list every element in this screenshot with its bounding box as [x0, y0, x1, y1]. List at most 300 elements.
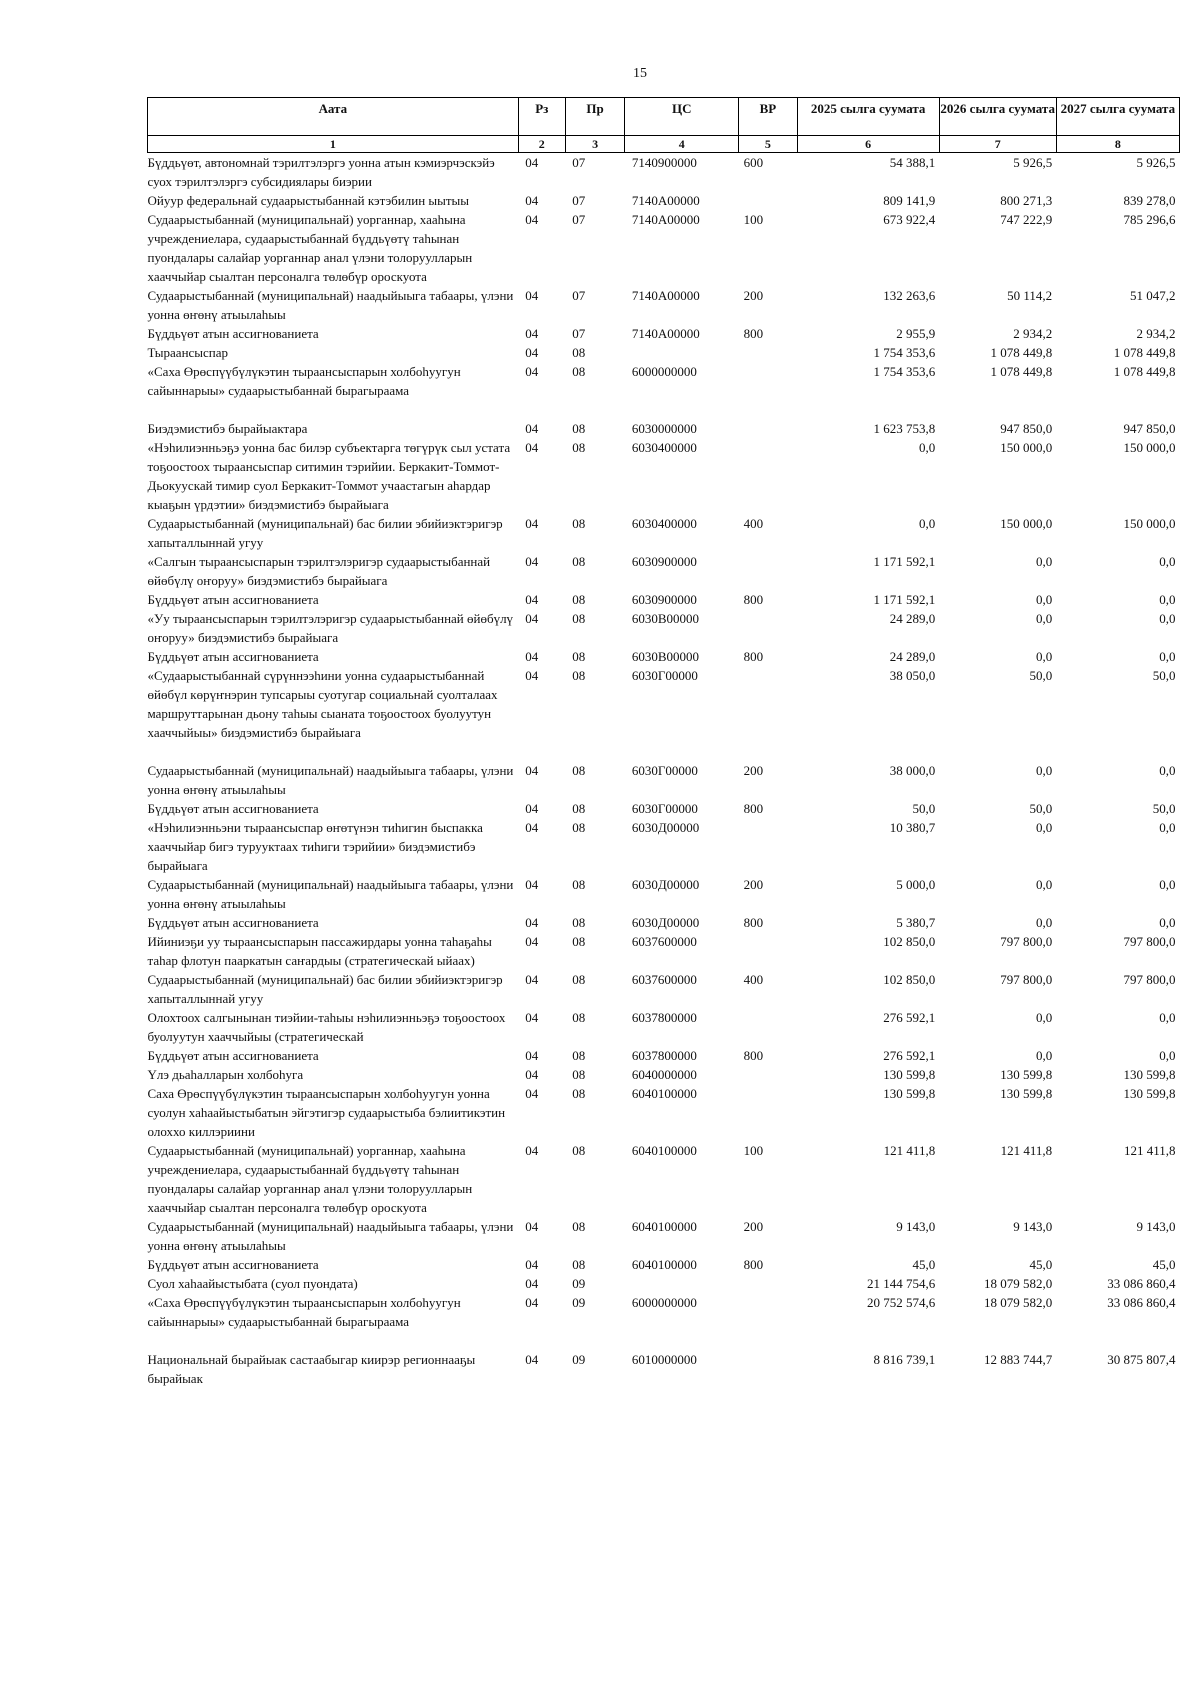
- table-row: [148, 438, 1180, 514]
- header-rz: Рз: [518, 98, 565, 136]
- table-row: [148, 324, 1180, 343]
- row-vr: [739, 1293, 797, 1350]
- row-2025: 21 144 754,6: [866, 1276, 936, 1291]
- row-2025: 50,0: [912, 801, 936, 816]
- row-pr: 08: [572, 1067, 586, 1082]
- row-name: Бүддьүөт атын ассигнованиета: [147, 649, 319, 664]
- row-cs: 7140А00000: [631, 326, 700, 341]
- row-pr: 08: [572, 421, 586, 436]
- header-row: [148, 98, 1180, 136]
- row-rz: 04: [525, 155, 539, 170]
- row-cs: 6040100000: [631, 1143, 697, 1158]
- row-2025: 1 623 753,8: [873, 421, 936, 436]
- row-vr: 400: [743, 972, 764, 987]
- row-name: «Судаарыстыбаннай сүрүннээһини уонна судаарыстыбаннай өйөбүл көрүҥнэрин тупсарыы суотугар социальнай суолталаах маршруттарынан дьону таһыы сыаната тоҕоостоох буолуутун хааччыйыы» биэдэмистибэ бырайыага: [147, 668, 498, 740]
- row-vr: 800: [743, 1048, 764, 1063]
- row-vr: 400: [743, 516, 764, 531]
- row-2026: 121 411,8: [1000, 1143, 1053, 1158]
- row-cs: 6040100000: [631, 1086, 697, 1101]
- row-pr: 07: [572, 288, 586, 303]
- row-2025: 276 592,1: [883, 1010, 936, 1025]
- row-2026: 50,0: [1029, 801, 1053, 816]
- row-name: Судаарыстыбаннай (муниципальнай) наадыйыыга табаары, үлэни уонна өҥөнү атыылаһыы: [147, 763, 514, 797]
- row-name: «Нэһилиэнньэни тыраансыспар өҥөтүнэн тиһигин быспакка хааччыйар бигэ турууктаах тиһиги тэрийии» биэдэмистибэ бырайыага: [147, 820, 483, 873]
- row-2025: 130 599,8: [883, 1067, 936, 1082]
- row-name: Олохтоох салгынынан тиэйии-таһыы нэһилиэнньэҕэ тоҕоостоох буолуутун хааччыйыы (стратегическай: [147, 1010, 506, 1044]
- row-name: Бүддьүөт атын ассигнованиета: [147, 326, 319, 341]
- row-2026: 0,0: [1035, 649, 1053, 664]
- table-row: [148, 191, 1180, 210]
- row-rz: 04: [525, 934, 539, 949]
- col-number: 7: [939, 136, 1056, 153]
- row-rz: 04: [525, 877, 539, 892]
- row-2026: 0,0: [1035, 915, 1053, 930]
- row-vr: 200: [743, 877, 764, 892]
- row-rz: 04: [525, 1257, 539, 1272]
- row-2025: 45,0: [912, 1257, 936, 1272]
- row-2025: 8 816 739,1: [873, 1352, 936, 1367]
- table-row: [148, 875, 1180, 913]
- row-2026: 747 222,9: [1000, 212, 1053, 227]
- row-name: Саха Өрөспүүбүлүкэтин тыраансыспарын холбоһуугун уонна суолун хаһаайыстыбатын эйгэтигэр судаарыстыба бэлиитикэтин олоххо киллэриини: [147, 1086, 506, 1139]
- row-2027: 0,0: [1159, 915, 1176, 930]
- row-name: Судаарыстыбаннай (муниципальнай) наадыйыыга табаары, үлэни уонна өҥөнү атыылаһыы: [147, 288, 514, 322]
- header-2026: 2026 сылга суумата: [939, 98, 1056, 136]
- row-2027: 0,0: [1159, 1010, 1176, 1025]
- row-pr: 08: [572, 1257, 586, 1272]
- table-row: [148, 1255, 1180, 1274]
- row-2026: 1 078 449,8: [990, 345, 1053, 360]
- row-2025: 809 141,9: [883, 193, 936, 208]
- row-2026: 50,0: [1029, 668, 1053, 683]
- table-row: [148, 799, 1180, 818]
- row-rz: 04: [525, 592, 539, 607]
- header-2027: 2027 сылга суумата: [1056, 98, 1179, 136]
- row-2026: 797 800,0: [1000, 972, 1053, 987]
- row-rz: 04: [525, 326, 539, 341]
- row-name: Бүддьүөт атын ассигнованиета: [147, 592, 319, 607]
- row-2026: 50 114,2: [1007, 288, 1053, 303]
- row-cs: 6030400000: [631, 516, 697, 531]
- column-number-row: [148, 136, 1180, 153]
- row-vr: [739, 438, 797, 514]
- table-row: [148, 1217, 1180, 1255]
- row-2026: 9 143,0: [1013, 1219, 1053, 1234]
- row-rz: 04: [525, 1276, 539, 1291]
- row-2027: 150 000,0: [1123, 516, 1176, 531]
- row-pr: 08: [572, 649, 586, 664]
- row-2026: 1 078 449,8: [990, 364, 1053, 379]
- row-2025: 5 000,0: [896, 877, 936, 892]
- row-2026: 800 271,3: [1000, 193, 1053, 208]
- row-2026: 18 079 582,0: [983, 1295, 1053, 1310]
- row-name: Судаарыстыбаннай (муниципальнай) бас билии эбийиэктэригэр хапыталлыннай угуу: [147, 972, 503, 1006]
- table-row: [148, 1065, 1180, 1084]
- table-row: [148, 590, 1180, 609]
- row-2026: 0,0: [1035, 1010, 1053, 1025]
- col-number: 2: [518, 136, 565, 153]
- row-2025: 1 171 592,1: [873, 592, 936, 607]
- row-vr: 800: [743, 801, 764, 816]
- row-2026: 0,0: [1035, 877, 1053, 892]
- row-cs: 6030Д00000: [631, 877, 700, 892]
- row-2027: 51 047,2: [1130, 288, 1176, 303]
- row-2025: 24 289,0: [889, 611, 936, 626]
- table-row: [148, 419, 1180, 438]
- row-pr: 08: [572, 763, 586, 778]
- row-pr: 08: [572, 801, 586, 816]
- row-2027: 0,0: [1159, 1048, 1176, 1063]
- row-rz: 04: [525, 1086, 539, 1101]
- col-number: 6: [797, 136, 939, 153]
- row-rz: 04: [525, 763, 539, 778]
- row-2027: 839 278,0: [1123, 193, 1176, 208]
- table-row: [148, 1350, 1180, 1388]
- row-2025: 5 380,7: [896, 915, 936, 930]
- row-rz: 04: [525, 649, 539, 664]
- header-pr: Пр: [565, 98, 625, 136]
- row-cs: 6030400000: [631, 440, 697, 455]
- table-row: [148, 1046, 1180, 1065]
- row-2026: 0,0: [1035, 763, 1053, 778]
- row-cs: 6030Г00000: [631, 668, 698, 683]
- row-rz: 04: [525, 668, 539, 683]
- row-pr: 08: [572, 934, 586, 949]
- row-cs: 6030В00000: [631, 611, 699, 626]
- row-2026: 130 599,8: [1000, 1086, 1053, 1101]
- row-name: Национальнай бырайыак састаабыгар киирэр регионнааҕы бырайыак: [147, 1352, 476, 1386]
- row-cs: 6000000000: [631, 1295, 697, 1310]
- row-2027: 0,0: [1159, 592, 1176, 607]
- row-name: Бүддьүөт атын ассигнованиета: [147, 1048, 319, 1063]
- row-2026: 12 883 744,7: [983, 1352, 1053, 1367]
- row-name: «Саха Өрөспүүбүлүкэтин тыраансыспарын холбоһуугун сайыннарыы» судаарыстыбаннай бырагыраама: [147, 1295, 461, 1329]
- row-pr: 08: [572, 877, 586, 892]
- row-cs: 6030Г00000: [631, 801, 698, 816]
- row-2027: 50,0: [1152, 668, 1176, 683]
- row-2026: 18 079 582,0: [983, 1276, 1053, 1291]
- row-pr: 07: [572, 326, 586, 341]
- row-pr: 08: [572, 592, 586, 607]
- row-name: «Нэһилиэнньэҕэ уонна бас билэр субъектарга төгүрүк сыл устата тоҕоостоох тыраансыспар ситимин тэрийии. Беркакит-Томмот-Дьокуускай тимир суол Беркакит-Томмот учаастагын аһардар кыаҕын үрдэтии» биэдэмистибэ бырайыага: [147, 440, 511, 512]
- table-row: [148, 514, 1180, 552]
- header-name: Аата: [148, 98, 519, 136]
- row-2027: 130 599,8: [1123, 1086, 1176, 1101]
- row-2025: 0,0: [918, 516, 936, 531]
- row-2026: 150 000,0: [1000, 516, 1053, 531]
- row-2025: 276 592,1: [883, 1048, 936, 1063]
- row-vr: [739, 1084, 797, 1141]
- table-row: [148, 818, 1180, 875]
- row-rz: 04: [525, 1048, 539, 1063]
- table-row: [148, 1008, 1180, 1046]
- row-pr: 08: [572, 1219, 586, 1234]
- row-2027: 785 296,6: [1123, 212, 1176, 227]
- row-name: Бүддьүөт, автономнай тэрилтэлэргэ уонна атын кэмиэрчэскэйэ суох тэрилтэлэргэ субсидиялары биэрии: [147, 155, 495, 189]
- row-2027: 0,0: [1159, 877, 1176, 892]
- row-rz: 04: [525, 440, 539, 455]
- row-vr: [739, 1274, 797, 1293]
- col-number: 3: [565, 136, 625, 153]
- row-cs: 6030900000: [631, 592, 697, 607]
- row-name: «Салгын тыраансыспарын тэрилтэлэригэр судаарыстыбаннай өйөбүлү оҥоруу» биэдэмистибэ бырайыага: [147, 554, 491, 588]
- row-vr: [739, 609, 797, 647]
- row-pr: 08: [572, 915, 586, 930]
- row-rz: 04: [525, 345, 539, 360]
- row-2025: 673 922,4: [883, 212, 936, 227]
- table-row: [148, 970, 1180, 1008]
- row-2027: 121 411,8: [1123, 1143, 1176, 1158]
- page-number: 15: [633, 66, 647, 81]
- row-2027: 33 086 860,4: [1107, 1276, 1176, 1291]
- row-cs: 6037600000: [631, 934, 697, 949]
- row-rz: 04: [525, 421, 539, 436]
- row-2027: 45,0: [1152, 1257, 1176, 1272]
- row-name: «Саха Өрөспүүбүлүкэтин тыраансыспарын холбоһуугун сайыннарыы» судаарыстыбаннай бырагыраама: [147, 364, 461, 398]
- row-rz: 04: [525, 1067, 539, 1082]
- row-pr: 08: [572, 972, 586, 987]
- table-row: [148, 913, 1180, 932]
- row-2026: 0,0: [1035, 554, 1053, 569]
- row-cs: 7140А00000: [631, 212, 700, 227]
- row-vr: 800: [743, 326, 764, 341]
- budget-table: [147, 97, 1180, 1388]
- row-2027: 0,0: [1159, 649, 1176, 664]
- row-vr: 100: [743, 1143, 764, 1158]
- row-2027: 9 143,0: [1136, 1219, 1176, 1234]
- row-name: Судаарыстыбаннай (муниципальнай) уорганнар, хааһына учреждениелара, судаарыстыбаннай бүддьүөтү таһынан пуондалары салайар уорганнар анал үлэни толоруулларын хааччыйар сыалтан персоналга төлөбүр ороскуота: [147, 212, 473, 284]
- table-row: [148, 609, 1180, 647]
- row-cs: [625, 343, 739, 362]
- row-2027: 0,0: [1159, 611, 1176, 626]
- row-vr: [739, 362, 797, 419]
- row-2027: 33 086 860,4: [1107, 1295, 1176, 1310]
- row-2027: 0,0: [1159, 554, 1176, 569]
- row-2027: 5 926,5: [1136, 155, 1176, 170]
- row-cs: 6040100000: [631, 1257, 697, 1272]
- header-cs: ЦС: [625, 98, 739, 136]
- row-rz: 04: [525, 364, 539, 379]
- table-row: [148, 1084, 1180, 1141]
- row-rz: 04: [525, 1010, 539, 1025]
- row-2025: 102 850,0: [883, 934, 936, 949]
- row-2027: 797 800,0: [1123, 972, 1176, 987]
- row-cs: 6000000000: [631, 364, 697, 379]
- row-2026: 797 800,0: [1000, 934, 1053, 949]
- row-cs: 6040000000: [631, 1067, 697, 1082]
- table-row: [148, 666, 1180, 761]
- row-cs: 6040100000: [631, 1219, 697, 1234]
- row-pr: 07: [572, 155, 586, 170]
- row-2027: 797 800,0: [1123, 934, 1176, 949]
- row-cs: 6010000000: [631, 1352, 697, 1367]
- table-row: [148, 761, 1180, 799]
- row-2025: 54 388,1: [889, 155, 936, 170]
- row-2027: 947 850,0: [1123, 421, 1176, 436]
- row-2027: 50,0: [1152, 801, 1176, 816]
- row-cs: 6030000000: [631, 421, 697, 436]
- row-name: Тыраансыспар: [147, 345, 229, 360]
- row-rz: 04: [525, 212, 539, 227]
- row-cs: 6037800000: [631, 1048, 697, 1063]
- row-vr: 200: [743, 288, 764, 303]
- table-row: [148, 647, 1180, 666]
- row-pr: 08: [572, 611, 586, 626]
- row-2026: 0,0: [1035, 820, 1053, 835]
- row-2026: 0,0: [1035, 611, 1053, 626]
- row-pr: 07: [572, 212, 586, 227]
- row-cs: [625, 1274, 739, 1293]
- row-name: «Уу тыраансыспарын тэрилтэлэригэр судаарыстыбаннай өйөбүлү оҥоруу» биэдэмистибэ бырайыага: [147, 611, 514, 645]
- row-2025: 121 411,8: [883, 1143, 936, 1158]
- row-rz: 04: [525, 288, 539, 303]
- row-2025: 1 754 353,6: [873, 345, 936, 360]
- row-2025: 38 000,0: [889, 763, 936, 778]
- col-number: 1: [148, 136, 519, 153]
- row-cs: 7140А00000: [631, 288, 700, 303]
- row-rz: 04: [525, 554, 539, 569]
- row-cs: 6037800000: [631, 1010, 697, 1025]
- table-row: [148, 1141, 1180, 1217]
- row-pr: 08: [572, 820, 586, 835]
- row-vr: [739, 818, 797, 875]
- row-2027: 0,0: [1159, 820, 1176, 835]
- row-2026: 5 926,5: [1013, 155, 1053, 170]
- row-vr: 200: [743, 763, 764, 778]
- row-cs: 7140А00000: [631, 193, 700, 208]
- row-name: Судаарыстыбаннай (муниципальнай) уорганнар, хааһына учреждениелара, судаарыстыбаннай бүддьүөтү таһынан пуондалары салайар уорганнар анал үлэни толоруулларын хааччыйар сыалтан персоналга төлөбүр ороскуота: [147, 1143, 473, 1215]
- row-vr: 800: [743, 915, 764, 930]
- header-vr: ВР: [739, 98, 797, 136]
- row-pr: 08: [572, 554, 586, 569]
- row-name: Үлэ дьаһалларын холбоһуга: [147, 1067, 304, 1082]
- row-2025: 20 752 574,6: [866, 1295, 936, 1310]
- col-number: 4: [625, 136, 739, 153]
- row-name: Биэдэмистибэ бырайыактара: [147, 421, 308, 436]
- row-2025: 38 050,0: [889, 668, 936, 683]
- row-vr: [739, 419, 797, 438]
- row-vr: 800: [743, 592, 764, 607]
- row-2026: 45,0: [1029, 1257, 1053, 1272]
- row-rz: 04: [525, 193, 539, 208]
- row-2027: 130 599,8: [1123, 1067, 1176, 1082]
- col-number: 5: [739, 136, 797, 153]
- row-pr: 09: [572, 1295, 586, 1310]
- row-rz: 04: [525, 611, 539, 626]
- row-vr: [739, 552, 797, 590]
- row-vr: [739, 191, 797, 210]
- row-2026: 947 850,0: [1000, 421, 1053, 436]
- row-2025: 130 599,8: [883, 1086, 936, 1101]
- row-pr: 08: [572, 1010, 586, 1025]
- row-vr: 600: [743, 155, 764, 170]
- row-2027: 0,0: [1159, 763, 1176, 778]
- row-2026: 0,0: [1035, 1048, 1053, 1063]
- row-pr: 09: [572, 1276, 586, 1291]
- row-2026: 150 000,0: [1000, 440, 1053, 455]
- row-vr: [739, 343, 797, 362]
- table-body: [148, 153, 1180, 1389]
- row-2025: 132 263,6: [883, 288, 936, 303]
- table-row: [148, 1293, 1180, 1350]
- table-row: [148, 1274, 1180, 1293]
- row-pr: 09: [572, 1352, 586, 1367]
- row-pr: 08: [572, 1143, 586, 1158]
- row-2027: 30 875 807,4: [1107, 1352, 1176, 1367]
- row-2025: 102 850,0: [883, 972, 936, 987]
- row-2027: 1 078 449,8: [1113, 364, 1176, 379]
- row-pr: 08: [572, 1048, 586, 1063]
- row-name: Судаарыстыбаннай (муниципальнай) наадыйыыга табаары, үлэни уонна өҥөнү атыылаһыы: [147, 1219, 514, 1253]
- table-row: [148, 210, 1180, 286]
- row-cs: 6030Д00000: [631, 915, 700, 930]
- row-vr: [739, 1065, 797, 1084]
- row-vr: 800: [743, 649, 764, 664]
- row-rz: 04: [525, 915, 539, 930]
- row-2026: 2 934,2: [1013, 326, 1053, 341]
- table-row: [148, 153, 1180, 192]
- row-name: Бүддьүөт атын ассигнованиета: [147, 801, 319, 816]
- row-vr: 800: [743, 1257, 764, 1272]
- row-name: Суол хаһаайыстыбата (суол пуондата): [147, 1276, 358, 1291]
- row-cs: 6030Д00000: [631, 820, 700, 835]
- row-2026: 0,0: [1035, 592, 1053, 607]
- row-vr: 100: [743, 212, 764, 227]
- row-vr: [739, 1008, 797, 1046]
- row-pr: 08: [572, 440, 586, 455]
- col-number: 8: [1056, 136, 1179, 153]
- row-rz: 04: [525, 1295, 539, 1310]
- row-rz: 04: [525, 516, 539, 531]
- row-name: Судаарыстыбаннай (муниципальнай) бас билии эбийиэктэригэр хапыталлыннай угуу: [147, 516, 503, 550]
- row-name: Бүддьүөт атын ассигнованиета: [147, 915, 319, 930]
- row-vr: [739, 666, 797, 761]
- row-rz: 04: [525, 972, 539, 987]
- row-pr: 08: [572, 364, 586, 379]
- row-pr: 08: [572, 345, 586, 360]
- row-vr: [739, 932, 797, 970]
- row-2025: 9 143,0: [896, 1219, 936, 1234]
- row-2025: 24 289,0: [889, 649, 936, 664]
- row-rz: 04: [525, 1352, 539, 1367]
- row-2025: 1 171 592,1: [873, 554, 936, 569]
- row-cs: 6037600000: [631, 972, 697, 987]
- row-cs: 6030Г00000: [631, 763, 698, 778]
- row-pr: 08: [572, 1086, 586, 1101]
- row-pr: 08: [572, 668, 586, 683]
- row-name: Ойуур федеральнай судаарыстыбаннай кэтэбилин ыытыы: [147, 193, 470, 208]
- table-row: [148, 362, 1180, 419]
- row-name: Бүддьүөт атын ассигнованиета: [147, 1257, 319, 1272]
- row-2025: 1 754 353,6: [873, 364, 936, 379]
- row-rz: 04: [525, 1143, 539, 1158]
- header-2025: 2025 сылга суумата: [797, 98, 939, 136]
- row-pr: 08: [572, 516, 586, 531]
- row-2027: 150 000,0: [1123, 440, 1176, 455]
- row-2027: 1 078 449,8: [1113, 345, 1176, 360]
- row-cs: 6030В00000: [631, 649, 699, 664]
- table-row: [148, 343, 1180, 362]
- row-cs: 6030900000: [631, 554, 697, 569]
- table-row: [148, 932, 1180, 970]
- row-2026: 130 599,8: [1000, 1067, 1053, 1082]
- row-2025: 0,0: [918, 440, 936, 455]
- row-rz: 04: [525, 1219, 539, 1234]
- row-2025: 2 955,9: [896, 326, 936, 341]
- row-vr: [739, 1350, 797, 1388]
- row-name: Судаарыстыбаннай (муниципальнай) наадыйыыга табаары, үлэни уонна өҥөнү атыылаһыы: [147, 877, 514, 911]
- row-rz: 04: [525, 820, 539, 835]
